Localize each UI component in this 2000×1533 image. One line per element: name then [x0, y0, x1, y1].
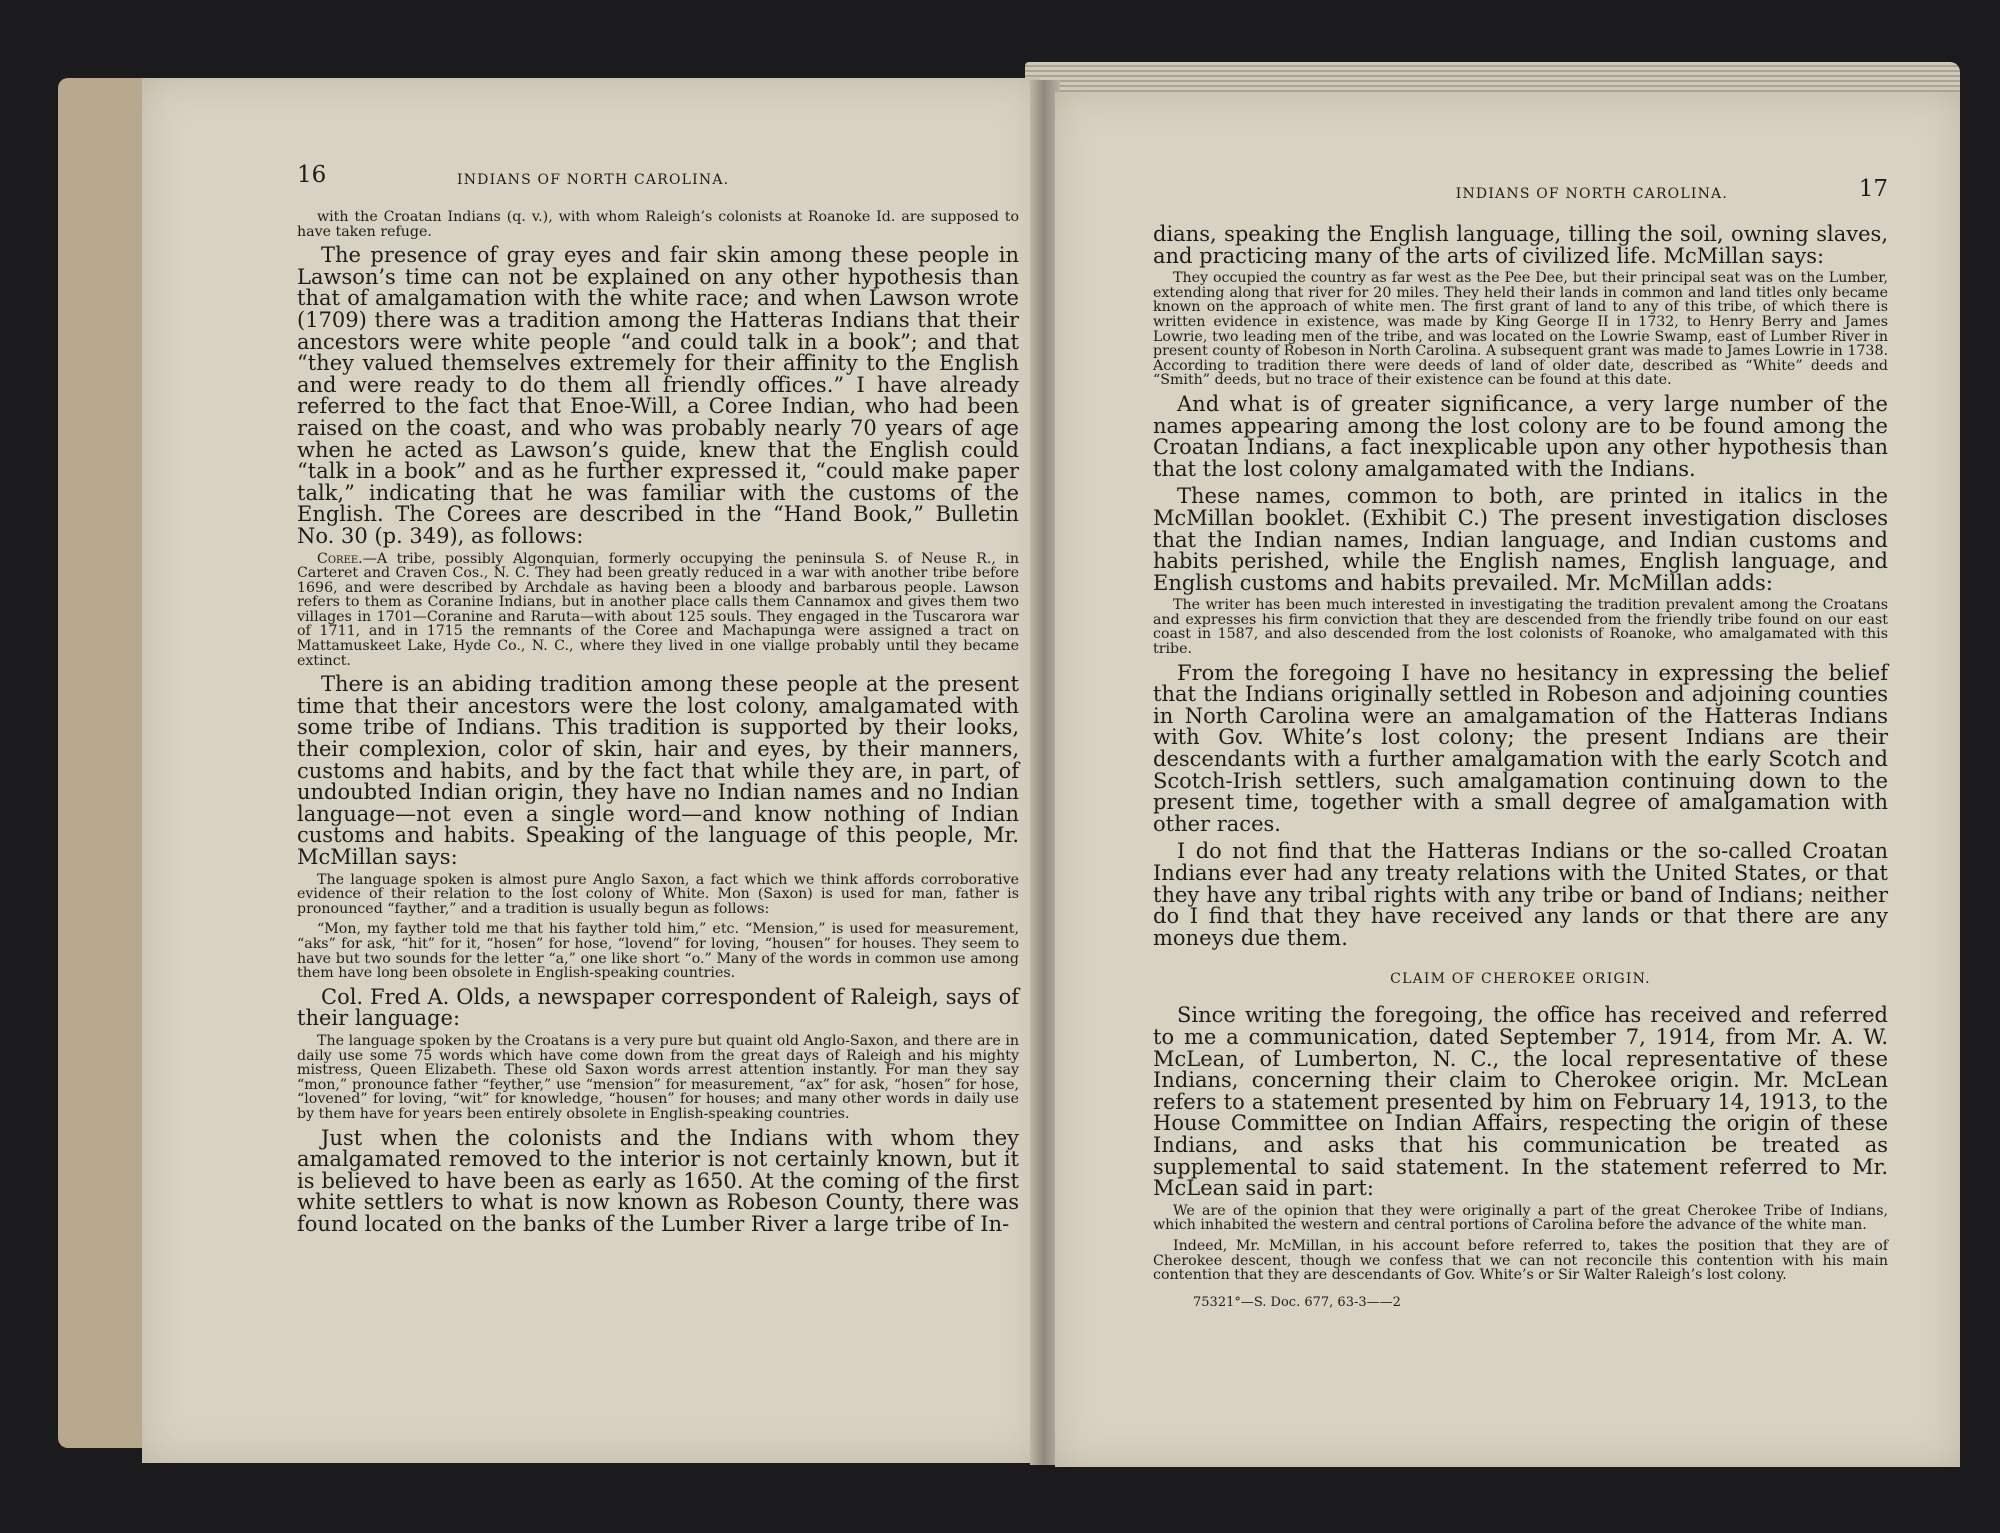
continued-quote: with the Croatan Indians (q. v.), with whom Raleigh’s colonists at Roanoke Id. are supposed to have taken refuge.	[297, 209, 1019, 240]
page-number: 17	[1858, 176, 1888, 202]
page-stack-edge	[1025, 62, 1960, 92]
paragraph: dians, speaking the English language, tilling the soil, owning slaves, and practicing many of the arts of civilized life. McMillan says:	[1153, 222, 1888, 268]
quote-term: Coree.	[317, 550, 363, 567]
section-heading: CLAIM OF CHEROKEE ORIGIN.	[1390, 971, 1651, 988]
block-quote: Indeed, Mr. McMillan, in his account before referred to, takes the position that they are of Cherokee descent, though we confess that we can not reconcile this contention with his main contention that they are descendants of Gov. White’s or Sir Walter Raleigh’s lost colony.	[1153, 1237, 1888, 1284]
right-page	[1055, 92, 1960, 1467]
block-quote	[297, 552, 1019, 669]
page-number: 16	[297, 162, 327, 188]
block-quote: We are of the opinion that they were originally a part of the great Cherokee Tribe of Indians, which inhabited the western and central portions of Carolina before the advance of the white man.	[1153, 1202, 1888, 1234]
block-quote: “Mon, my fayther told me that his fayther told him,” etc. “Mension,” is used for measurement, “aks” for ask, “hit” for it, “hosen” for hose, “lovend” for loving, “housen” for houses. They seem to have but two sounds for the letter “a,” one like short “o.” Many of the words in common use among them have long been obsolete in English-speaking countries.	[297, 921, 1019, 982]
paragraph: Col. Fred A. Olds, a newspaper correspondent of Raleigh, says of their language:	[297, 984, 1019, 1031]
right-page-content	[1153, 176, 1888, 1310]
paragraph: The presence of gray eyes and fair skin among these people in Lawson’s time can not be explained on any other hypothesis than that of amalgamation with the white race; and when Lawson wrote (1709) there was a tradition among the Hatteras Indians that their ancestors were white people “and could talk in a book”; and that “they valued themselves extremely for their affinity to the English and were ready to do them all friendly offices.” I have already referred to the fact that Enoe-Will, a Coree Indian, who had been raised on the coast, and who was probably nearly 70 years of age when he acted as Lawson’s guide, knew that the English could “talk in a book” and as he further expressed it, “could make paper talk,” indicating that he was familiar with the customs of the English. The Corees are described in the “Hand Book,” Bulletin No. 30 (p. 349), as follows:	[297, 243, 1019, 548]
paragraph: Since writing the foregoing, the office has received and referred to me a communication, dated September 7, 1914, from Mr. A. W. McLean, of Lumberton, N. C., the local representative of these Indians, concerning their claim to Cherokee origin. Mr. McLean refers to a statement presented by him on February 14, 1913, to the House Committee on Indian Affairs, respecting the origin of these Indians, and asks that his communication be treated as supplemental to said statement. In the statement referred to Mr. McLean said in part:	[1153, 1003, 1888, 1201]
left-page-content	[297, 162, 1019, 1239]
right-running-head	[1153, 176, 1888, 214]
paragraph: These names, common to both, are printed in italics in the McMillan booklet. (Exhibit C.) The present investigation discloses that the Indian names, Indian language, and Indian customs and habits perished, while the English names, English language, and English customs and habits prevailed. Mr. McMillan adds:	[1153, 484, 1888, 595]
paragraph: And what is of greater significance, a very large number of the names appearing among the lost colony are to be found among the Croatan Indians, a fact inexplicable upon any other hypothesis than that the lost colony amalgamated with the Indians.	[1153, 391, 1888, 481]
quote-text: —A tribe, possibly Algonquian, formerly occupying the peninsula S. of Neuse R., in Carteret and Craven Cos., N. C. They had been greatly reduced in a war with another tribe before 1696, and were described by Archdale as having been a bloody and barbarous people. Lawson refers to them as Coranine Indians, but in another place calls them Cannamox and gives them two villages in 1701—Coranine and Raruta—with about 125 souls. They engaged in the Tuscarora war of 1711, and in 1715 the remnants of the Coree and Machapunga were assigned a tract on Mattamuskeet Lake, Hyde Co., N. C., where they lived in one viallge probably until they became extinct.	[297, 550, 1019, 669]
paragraph: There is an abiding tradition among these people at the present time that their ancestors were the lost colony, amalgamated with some tribe of Indians. This tradition is supported by their looks, their complexion, color of skin, hair and eyes, by their manners, customs and habits, and by the fact that while they are, in part, of undoubted Indian origin, they have no Indian names and no Indian language—not even a single word—and know nothing of Indian customs and habits. Speaking of the language of this people, Mr. McMillan says:	[297, 672, 1019, 869]
printer-footer: 75321°—S. Doc. 677, 63-3——2	[1193, 1294, 1401, 1310]
block-quote: They occupied the country as far west as the Pee Dee, but their principal seat was on the Lumber, extending along that river for 20 miles. They held their lands in common and land titles only became known on the approach of white men. The first grant of land to any of this tribe, of which there is written evidence in existence, was made by King George II in 1732, to Henry Berry and James Lowrie, two leading men of the tribe, and was located on the Lowrie Swamp, east of Lumber River in present county of Robeson in North Carolina. A subsequent grant was made to James Lowrie in 1738. According to tradition there were deeds of land of older date, described as “White” deeds and “Smith” deeds, but no trace of their existence can be found at this date.	[1153, 270, 1888, 389]
left-page	[142, 78, 1040, 1463]
paragraph: From the foregoing I have no hesitancy in expressing the belief that the Indians originally settled in Robeson and adjoining counties in North Carolina were an amalgamation of the Hatteras Indians with Gov. White’s lost colony; the present Indians are their descendants with a further amalgamation with the early Scotch and Scotch-Irish settlers, such amalgamation continuing down to the present time, together with a small degree of amalgamation with other races.	[1153, 660, 1888, 836]
paragraph: I do not find that the Hatteras Indians or the so-called Croatan Indians ever had any treaty relations with the United States, or that they have any tribal rights with any tribe or band of Indians; neither do I find that they have received any lands or that there are any moneys due them.	[1153, 839, 1888, 950]
paragraph: Just when the colonists and the Indians with whom they amalgamated removed to the interior is not certainly known, but it is believed to have been as early as 1650. At the coming of the first white settlers to what is now known as Robeson County, there was found located on the banks of the Lumber River a large tribe of In-	[297, 1125, 1019, 1236]
block-quote: The language spoken is almost pure Anglo Saxon, a fact which we think affords corroborative evidence of their relation to the lost colony of White. Mon (Saxon) is used for man, father is pronounced “fayther,” and a tradition is usually begun as follows:	[297, 871, 1019, 917]
left-running-head	[297, 162, 1019, 200]
running-title: INDIANS OF NORTH CAROLINA.	[1455, 186, 1728, 202]
block-quote: The language spoken by the Croatans is a very pure but quaint old Anglo-Saxon, and there are in daily use some 75 words which have come down from the great days of Raleigh and his mighty mistress, Queen Elizabeth. These old Saxon words arrest attention instantly. For man they say “mon,” pronounce father “feyther,” use “mension” for measurement, “ax” for ask, “hosen” for hose, “lovened” for loving, “wit” for knowledge, “housen” for houses; and many other words in daily use by them have for years been entirely obsolete in English-speaking countries.	[297, 1032, 1019, 1122]
block-quote: The writer has been much interested in investigating the tradition prevalent among the Croatans and expresses his firm conviction that they are descended from the friendly tribe found on our east coast in 1587, and also descended from the lost colonists of Roanoke, who amalgamated with this tribe.	[1153, 597, 1888, 658]
running-title: INDIANS OF NORTH CAROLINA.	[457, 172, 730, 188]
